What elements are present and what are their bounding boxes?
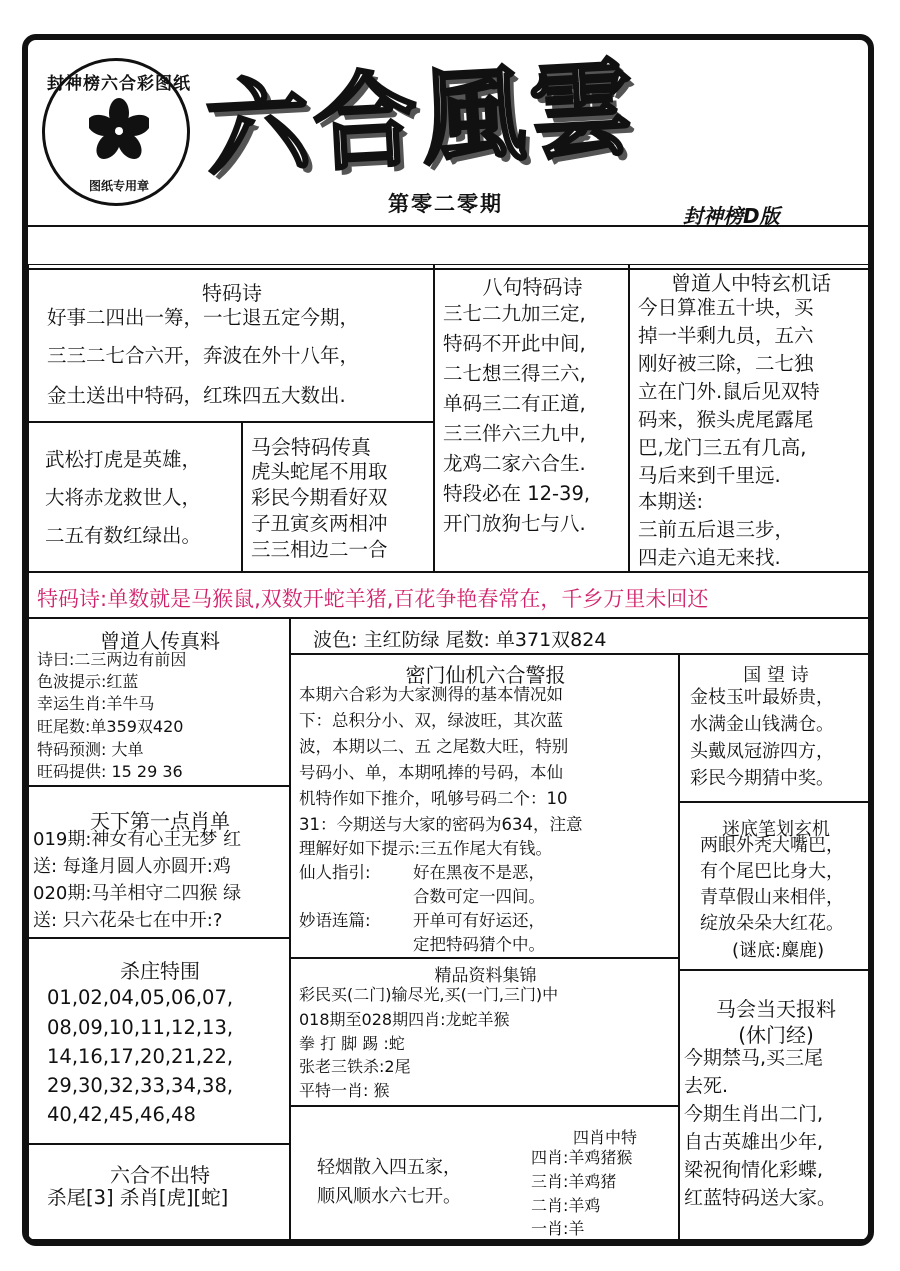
mimen-line: 机特作如下推介，吼够号码二个：10 — [299, 789, 568, 808]
tianxia-box — [28, 786, 290, 938]
midi-title: 迷底笔划玄机 — [722, 819, 830, 840]
zeng-fax-line: 特码预测: 大单 — [37, 740, 144, 759]
baju-line: 三七二九加三定, — [443, 302, 586, 325]
guowang-line: 水满金山钱满仓。 — [690, 714, 834, 735]
buchu-box — [28, 1144, 290, 1240]
zeng-xuanji-line: 本期送: — [638, 490, 704, 513]
seal-bottom-text: 图纸专用章 — [88, 179, 149, 193]
tianxia-line: 送: 只六花朵七在中开:? — [33, 910, 223, 931]
baju-line: 特码不开此中间, — [443, 332, 586, 355]
sixiao-line: 四肖:羊鸡猪猴 — [531, 1148, 633, 1167]
midi-box — [679, 802, 871, 970]
wusong-box — [28, 422, 242, 572]
mimen-hint-label: 仙人指引: — [299, 863, 371, 882]
zeng-fax-title: 曾道人传真料 — [100, 629, 220, 653]
tema-poem-box — [28, 264, 434, 422]
jingpin-line: 平特一肖: 猴 — [299, 1081, 390, 1100]
shazhuang-line: 14,16,17,20,21,22, — [47, 1045, 234, 1068]
zeng-xuanji-line: 码来，猴头虎尾露尾 — [638, 408, 814, 431]
qingyan-line: 轻烟散入四五家， — [317, 1157, 461, 1178]
qingyan-line: 顺风顺水六七开。 — [317, 1186, 461, 1207]
zeng-xuanji-line: 今日算准五十块，买 — [638, 296, 814, 319]
shazhuang-line: 01,02,04,05,06,07, — [47, 986, 234, 1009]
mahui-baoliao-line: 自古英雄出少年, — [684, 1131, 824, 1153]
zeng-fax-line: 幸运生肖:羊牛马 — [37, 694, 155, 713]
zeng-fax-line: 诗曰:二三两边有前因 — [37, 650, 187, 669]
mahui-baoliao-line: 今期生肖出二门, — [684, 1103, 824, 1125]
sixiao-line: 三肖:羊鸡猪 — [531, 1172, 617, 1191]
zeng-xuanji-line: 立在门外.鼠后见双特 — [638, 380, 820, 403]
jingpin-line: 拳 打 脚 踢 :蛇 — [299, 1034, 405, 1053]
baju-line: 开门放狗七与八. — [443, 512, 586, 535]
guowang-line: 金枝玉叶最娇贵， — [690, 687, 834, 708]
wusong-line: 大将赤龙救世人， — [45, 486, 202, 509]
wave-text: 波色: 主红防绿 尾数: 单371双824 — [313, 629, 607, 651]
zeng-xuanji-line: 四走六追无来找. — [638, 546, 781, 569]
guowang-line: 头戴凤冠游四方， — [690, 741, 834, 762]
shazhuang-line: 08,09,10,11,12,13, — [47, 1016, 234, 1039]
mimen-poem-line: 定把特码猜个中。 — [413, 935, 545, 954]
shazhuang-line: 40,42,45,46,48 — [47, 1103, 196, 1126]
seal-logo — [42, 58, 190, 206]
mahui-chuanzhen-line: 彩民今期看好双 — [251, 486, 388, 509]
mimen-poem-line: 开单可有好运还， — [413, 911, 545, 930]
tianxia-line: 送: 每逢月圆人亦圆开:鸡 — [33, 856, 231, 877]
buchu-title: 六合不出特 — [110, 1163, 210, 1187]
zeng-fax-line: 色波提示:红蓝 — [37, 672, 139, 691]
jingpin-box — [290, 958, 679, 1106]
mahui-baoliao-title: 马会当天报料 — [716, 997, 836, 1021]
mimen-title: 密门仙机六合警报 — [405, 663, 566, 687]
zeng-xuanji-line: 掉一半剩九员，五六 — [638, 324, 814, 347]
tema-poem-line: 金土送出中特码，红珠四五大数出. — [47, 384, 346, 407]
midi-line: 两眼外秃大嘴巴， — [700, 835, 844, 856]
guowang-title: 国 望 诗 — [743, 665, 809, 686]
tema-poem-banner — [28, 572, 871, 618]
mahui-chuanzhen-line: 三三相边二一合 — [251, 538, 388, 561]
zeng-fax-box — [28, 618, 290, 786]
edition-label: 封神榜D版 — [683, 204, 780, 228]
midi-line: 绽放朵朵大红花。 — [700, 913, 844, 934]
issue-number: 第零二零期 — [388, 192, 503, 216]
zeng-xuanji-title: 曾道人中特玄机话 — [671, 271, 831, 295]
baju-line: 特段必在 12-39, — [443, 482, 591, 505]
tema-poem-line: 好事二四出一筹，一七退五定今期， — [47, 306, 360, 329]
qingyan-sixiao-box — [290, 1106, 679, 1240]
mimen-line: 31：今期送与大家的密码为634，注意 — [299, 815, 583, 834]
mahui-chuanzhen-line: 子丑寅亥两相冲 — [251, 512, 388, 535]
zeng-xuanji-line: 马后来到千里远. — [638, 464, 781, 487]
shazhuang-box — [28, 938, 290, 1144]
midi-answer: (谜底:麋鹿) — [732, 940, 825, 961]
bauhinia-flower-icon — [89, 97, 149, 161]
baju-title: 八句特码诗 — [482, 275, 583, 299]
baju-line: 单码三二有正道, — [443, 392, 586, 415]
sixiao-line: 一肖:羊 — [531, 1219, 585, 1238]
midi-line: 有个尾巴比身大， — [700, 861, 844, 882]
mahui-chuanzhen-line: 虎头蛇尾不用取 — [251, 460, 388, 483]
wusong-line: 二五有数红绿出。 — [45, 524, 202, 547]
tianxia-line: 020期:马羊相守二四猴 绿 — [33, 883, 242, 904]
shazhuang-title: 杀庄特围 — [120, 959, 200, 983]
tianxia-title: 天下第一点肖单 — [90, 809, 230, 833]
jingpin-line: 彩民买(二门)输尽光,买(一门,三门)中 — [299, 985, 559, 1004]
baju-line: 二七想三得三六, — [443, 362, 586, 385]
wusong-line: 武松打虎是英雄， — [45, 448, 202, 471]
zeng-fax-line: 旺码提供: 15 29 36 — [37, 762, 183, 781]
buchu-line: 杀尾[3] 杀肖[虎][蛇] — [47, 1186, 229, 1209]
mimen-line: 理解好如下提示:三五作尾大有钱。 — [299, 839, 553, 858]
page-title: 六合風雲 — [202, 45, 641, 192]
tema-poem-line: 三三二七合六开，奔波在外十八年， — [47, 344, 360, 367]
mahui-baoliao-line: 去死. — [684, 1075, 729, 1097]
tianxia-line: 019期:神女有心王无梦 红 — [33, 829, 242, 850]
mimen-line: 号码小、单，本期吼捧的号码，本仙 — [299, 763, 563, 782]
mimen-line: 本期六合彩为大家测得的基本情况如 — [299, 685, 563, 704]
zeng-xuanji-box — [629, 264, 871, 572]
mahui-baoliao-line: 梁祝徇情化彩蝶, — [684, 1159, 824, 1181]
zeng-xuanji-line: 三前五后退三步， — [638, 518, 795, 541]
mimen-hint-line: 合数可定一四间。 — [413, 887, 545, 906]
sixiao-title: 四肖中特 — [573, 1128, 638, 1147]
zeng-xuanji-line: 刚好被三除，二七独 — [638, 352, 814, 375]
jingpin-title: 精品资料集锦 — [434, 966, 537, 986]
midi-line: 青草假山来相伴， — [700, 887, 844, 908]
zeng-xuanji-line: 巴,龙门三五有几高, — [638, 436, 807, 459]
shazhuang-line: 29,30,32,33,34,38, — [47, 1074, 234, 1097]
mahui-baoliao-subtitle: (休门经) — [738, 1023, 814, 1047]
mahui-chuanzhen-title: 马会特码传真 — [251, 435, 371, 459]
mahui-baoliao-line: 红蓝特码送大家。 — [684, 1187, 837, 1209]
mahui-baoliao-box — [679, 970, 871, 1240]
tema-poem-title: 特码诗 — [202, 281, 262, 305]
mimen-poem-label: 妙语连篇: — [299, 911, 371, 930]
mimen-hint-line: 好在黑夜不是恶， — [413, 863, 545, 882]
mahui-chuanzhen-box — [242, 422, 434, 572]
jingpin-line: 张老三铁杀:2尾 — [299, 1057, 411, 1076]
seal-top-text: 封神榜六合彩图纸 — [47, 74, 191, 94]
baju-line: 龙鸡二家六合生. — [443, 452, 586, 475]
guowang-box — [679, 654, 871, 802]
guowang-line: 彩民今期猜中奖。 — [690, 768, 834, 789]
mimen-box — [290, 654, 679, 958]
baju-box — [434, 264, 629, 572]
mimen-line: 下：总积分小、双，绿波旺，其次蓝 — [299, 711, 563, 730]
wave-box — [290, 618, 871, 654]
banner-text: 特码诗:单数就是马猴鼠,双数开蛇羊猪,百花争艳春常在，千乡万里未回还 — [37, 587, 709, 611]
mimen-line: 波，本期以二、五 之尾数大旺，特别 — [299, 737, 569, 756]
zeng-fax-line: 旺尾数:单359双420 — [37, 717, 184, 736]
sixiao-line: 二肖:羊鸡 — [531, 1196, 601, 1215]
mahui-baoliao-line: 今期禁马,买三尾 — [684, 1047, 824, 1069]
jingpin-line: 018期至028期四肖:龙蛇羊猴 — [299, 1010, 510, 1029]
baju-line: 三三伴六三九中, — [443, 422, 586, 445]
